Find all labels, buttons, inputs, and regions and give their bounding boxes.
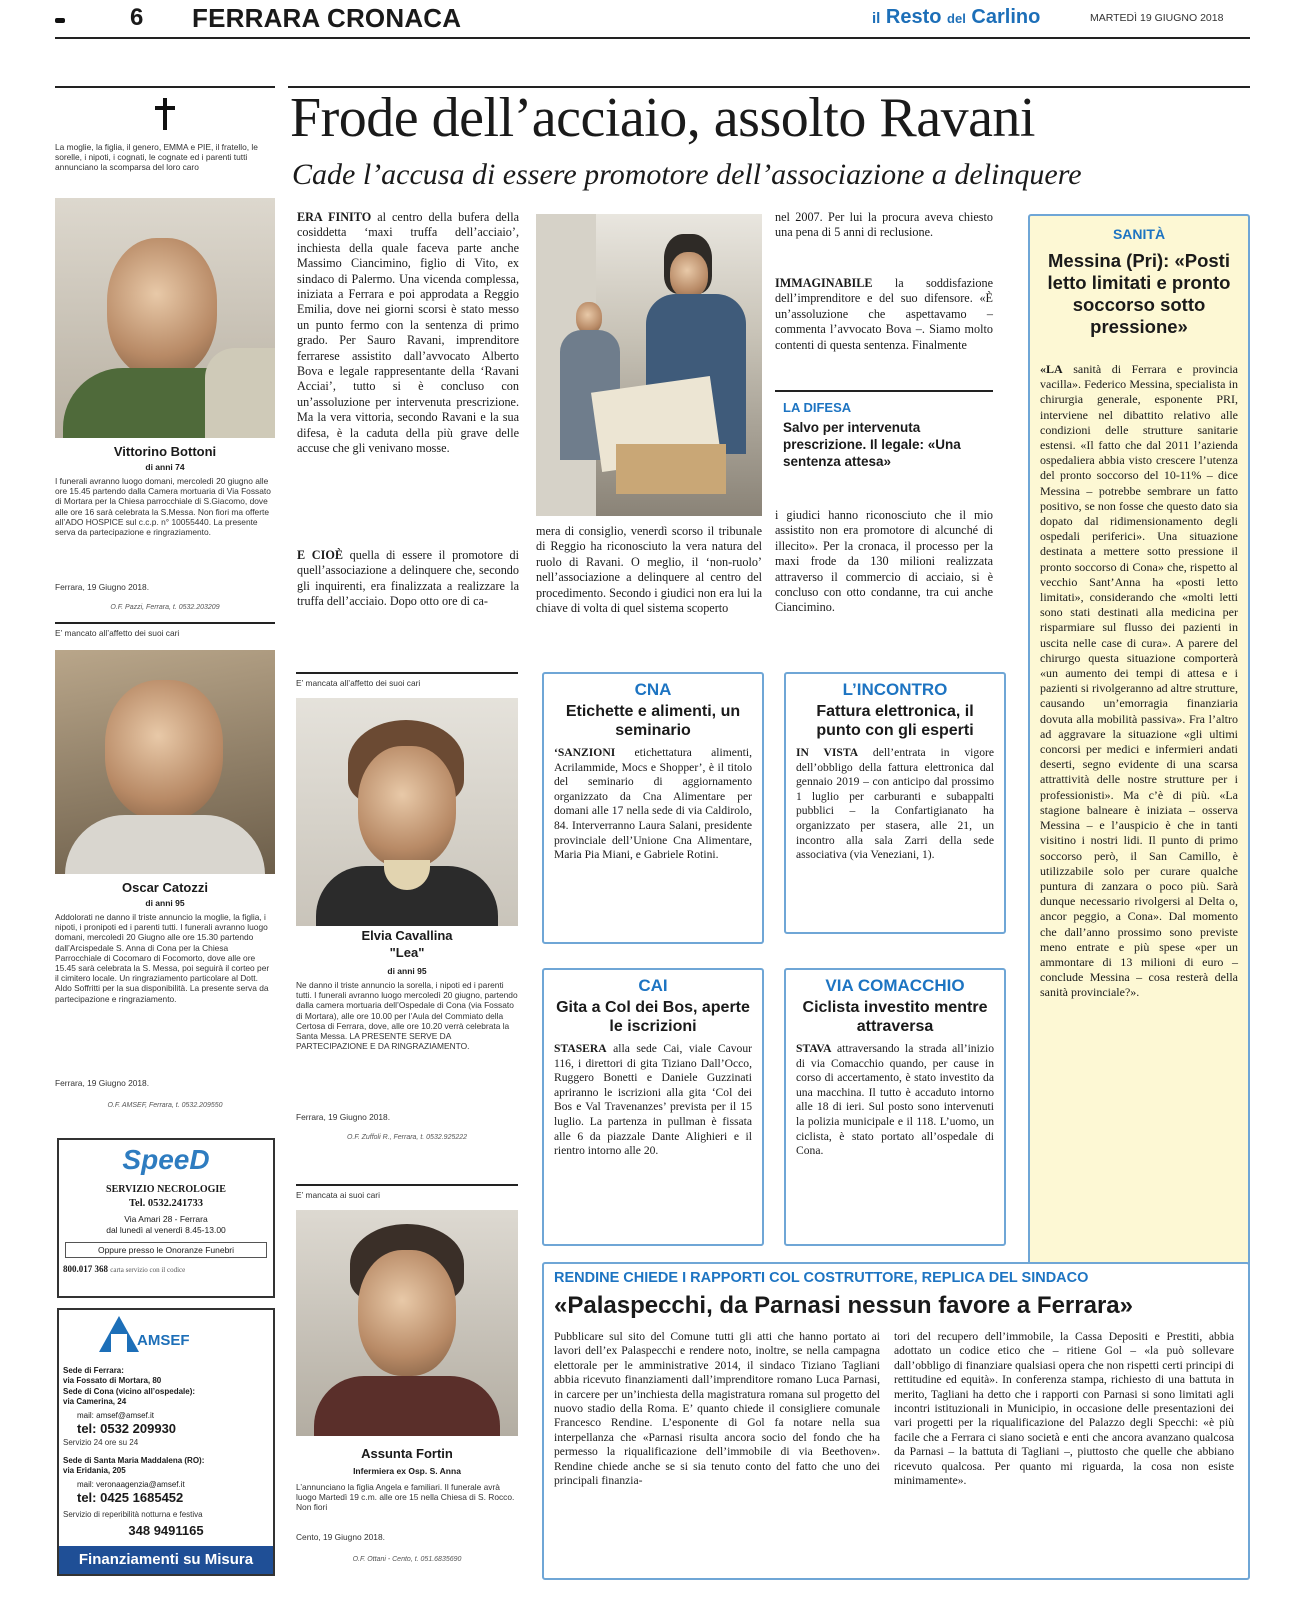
difesa-kicker: LA DIFESA bbox=[783, 400, 852, 415]
speed-logo: SpeeD bbox=[122, 1144, 210, 1175]
paper-logo-carlino: Carlino bbox=[971, 6, 1041, 28]
obit-nickname: "Lea" bbox=[389, 945, 425, 960]
speed-title: SERVIZIO NECROLOGIE bbox=[106, 1184, 226, 1195]
paragraph: attraversando la strada all’inizio di via Comacchio quando, per cause in corso di accertamento, è stato investito da una macchina. Il tutto è accaduto intorno alle 18 di ieri. Sul posto sono intervenuti la polizia municipale e il 118. L’uomo, un ciclista, è stato portato all’ospedale di Cona. bbox=[796, 1042, 994, 1158]
obituary-fortin bbox=[296, 1184, 518, 1580]
amsef-reperibility: Servizio di reperibilità notturna e festiva bbox=[63, 1510, 203, 1519]
main-headline: Frode dell’acciaio, assolto Ravani bbox=[290, 87, 1035, 149]
speed-alt: Oppure presso le Onoranze Funebri bbox=[65, 1242, 267, 1258]
palaspecchi-box bbox=[542, 1262, 1250, 1580]
masthead bbox=[0, 0, 1305, 40]
paragraph: la soddisfazione dell’imprenditore e del suo difensore. «È un’assoluzione che aspettavamo – commenta l’avvocato Bova –. Siamo molto contenti di questa sentenza. Finalmente bbox=[775, 276, 994, 352]
sanita-title: Messina (Pri): «Posti letto limitati e pronto soccorso sotto pressione» bbox=[1047, 250, 1231, 337]
issue-date: MARTEDÌ 19 GIUGNO 2018 bbox=[1090, 12, 1224, 24]
main-subheadline: Cade l’accusa di essere promotore dell’associazione a delinquere bbox=[292, 158, 1082, 191]
obit-name: Elvia Cavallina bbox=[361, 928, 453, 943]
sanita-kicker: SANITÀ bbox=[1112, 226, 1166, 242]
amsef-sede3: via Eridania, 205 bbox=[63, 1466, 126, 1475]
paragraph: dell’entrata in vigore dell’obbligo della fattura elettronica dal gennaio 2019 – con anticipo dal prossimo 1 luglio per carburanti e subappalti pubblici – la Confartigianato ha organizzato per stasera, alle 21, un incontro alla sala Zarri della sede associativa (via Veneziani, 1). bbox=[796, 746, 994, 862]
amsef-service: Servizio 24 ore su 24 bbox=[63, 1438, 139, 1447]
box-title: «Palaspecchi, da Parnasi nessun favore a Ferrara» bbox=[554, 1292, 1133, 1319]
portrait-photo bbox=[55, 198, 275, 438]
box-title: Fattura elettronica, il punto con gli esperti bbox=[816, 703, 974, 739]
difesa-text: Salvo per intervenuta prescrizione. Il legale: «Una sentenza attesa» bbox=[783, 420, 961, 469]
obit-footer: O.F. Zuffoli R., Ferrara, t. 0532.925222 bbox=[346, 1134, 468, 1141]
portrait-photo bbox=[296, 698, 518, 926]
speed-phone2 bbox=[63, 1264, 273, 1274]
lead-word: IMMAGINABILE bbox=[775, 276, 873, 290]
obit-details: Addolorati ne danno il triste annuncio la moglie, la figlia, i nipoti, i pronipoti ed i parenti tutti. I funerali avranno luogo domani, mercoledì 20 Giugno alle ore 15.30 partendo dall’Arcispedale S. Anna di Cona per la Chiesa Parrocchiale di Cocomaro di Focomorto, dove alle ore 15.45 sarà celebrata la S. Messa, poi seguirà il corteo per il cimitero locale. Un ringraziamento particolare al Dott. Aldo Soffritti per la sua disponibilità. La presente serva da partecipazione e ringraziamento. bbox=[55, 912, 270, 1004]
obit-header: E’ mancata all’affetto dei suoi cari bbox=[296, 678, 421, 688]
box-kicker: VIA COMACCHIO bbox=[825, 976, 965, 995]
box-title: Etichette e alimenti, un seminario bbox=[565, 703, 741, 739]
obit-footer: O.F. AMSEF, Ferrara, t. 0532.209550 bbox=[107, 1102, 223, 1109]
obit-place-date: Cento, 19 Giugno 2018. bbox=[296, 1532, 385, 1542]
obit-age: di anni 95 bbox=[387, 966, 427, 976]
amsef-sede2-label: Sede di Cona (vicino all’ospedale): bbox=[63, 1387, 196, 1396]
obit-details: I funerali avranno luogo domani, mercoledì 20 giugno alle ore 15.45 partendo dalla Camera mortuaria di Via Fossato di Mortara per la Chiesa parrocchiale di S.Giacomo, dove alle ore 16 sarà celebrata la S.Messa. Non fiori ma offerte all’ADO HOSPICE sul c.c.p. n° 10055440. La presente serva da partecipazione e ringraziamento. bbox=[55, 476, 271, 538]
box-body-col-1: Pubblicare sul sito del Comune tutti gli atti che hanno portato ai lavori dell’ex Palaspecchi e rendere noto, inoltre, se nella campagna elettorale per le amministrative 2014, il sindaco Tiziano Tagliani abbia ricevuto finanziamenti dall’imprenditore romano Luca Parnasi, in carcere per un’inchiesta della magistratura romana sul progetto del nuovo stadio della Roma. E’ quanto chiede il consigliere comunale Francesco Rendine. L’esponente di Gol fa notare nella sua interpellanza che «Parnasi risulta ancora socio del fondo che ha permesso la riqualificazione dell’immobile di via Beethoven». Rendine chiede anche se si sia tenuto conto del fatto che uno dei principali finanzia- bbox=[554, 1330, 880, 1488]
amsef-sede3-label: Sede di Santa Maria Maddalena (RO): bbox=[63, 1456, 205, 1465]
box-kicker: RENDINE CHIEDE I RAPPORTI COL COSTRUTTORE, REPLICA DEL SINDACO bbox=[554, 1270, 1089, 1286]
amsef-sede1: via Fossato di Mortara, 80 bbox=[63, 1376, 162, 1385]
box-body bbox=[554, 746, 752, 863]
amsef-mail1: mail: amsef@amsef.it bbox=[77, 1411, 155, 1420]
obit-place-date: Ferrara, 19 Giugno 2018. bbox=[296, 1112, 391, 1122]
paper-logo-del: del bbox=[947, 11, 966, 26]
lead-word: E CIOÈ bbox=[297, 548, 343, 562]
lead-word: STASERA bbox=[554, 1042, 607, 1055]
obit-header: E’ mancato all’affetto dei suoi cari bbox=[55, 628, 180, 638]
paragraph: etichettatura alimenti, Acrilammide, Mocs e Shopper’, è il titolo del seminario di aggiornamento organizzato da Cna Alimentare per domani alle 17 nella sede di via Caldirolo, 84. Interverranno Laura Salani, presidente provinciale dell’Unione Cna Alimentare, Maria Pia Miani, e Gabriele Rotini. bbox=[554, 746, 752, 862]
ad-amsef bbox=[57, 1308, 275, 1576]
obituary-bottoni bbox=[55, 86, 275, 616]
masthead-rule bbox=[55, 37, 1250, 39]
amsef-sede1-label: Sede di Ferrara: bbox=[63, 1366, 124, 1375]
article-col-2: mera di consiglio, venerdì scorso il tribunale di Reggio ha riconosciuto la vera natura del ruolo di Ravani. O meglio, il ‘non-ruolo’ nell’associazione a delinquere al centro del procedimento. Secondo i giudici non era lui la chiave di volta di quel sistema scoperto bbox=[536, 524, 762, 616]
paragraph: al centro della bufera della cosiddetta ‘maxi truffa dell’acciaio’, inchiesta della quale faceva parte anche Massimo Ciancimino, figlio di Vito, ex sindaco di Palermo. Una vicenda complessa, iniziata a Ferrara e poi approdata a Reggio Emilia, dove nei giorni scorsi è stato messo un punto fermo con la sentenza di primo grado. Per Sauro Ravani, imprenditore ferrarese assistito dall’avvocato Alberto Bova e legale rappresentante della ‘Ravani Acciai’, tutto si è concluso con un’assoluzione per intervenuta prescrizione. Ma la vera vittoria, secondo Ravani e la sua difesa, è la caduta della più grave delle accuse che gli venivano mosse. bbox=[297, 210, 519, 456]
obit-details: Ne danno il triste annuncio la sorella, i nipoti ed i parenti tutti. I funerali avranno luogo mercoledì 20 giugno, partendo dalla camera mortuaria dell’Ospedale di Cona (via Fossato di Mortara), alle ore 10.00 per l’Aula del Commiato della Certosa di Ferrara, dove, alle ore 10.20 verrà celebrata la Santa Messa. LA PRESENTE SERVE DA PARTECIPAZIONE E DA RINGRAZIAMENTO. bbox=[296, 980, 518, 1052]
paper-logo-resto: Resto bbox=[885, 6, 942, 28]
box-body-col-2: tori del recupero dell’immobile, la Cassa Depositi e Prestiti, abbia adottato un codice etico che – ritiene Gol – «la può sollevare dall’obbligo di finanziare qualsiasi opera che non rispetti certi principi di rettitudine ed equità». In conferenza stampa, richiesto di una battuta in merito, Tagliani ha detto che i rapporti con Parnasi si sono limitati agli incontri istituzionali in Municipio, in occasione delle presentazioni dei vari progetti per la riqualificazione del Palazzo degli Specchi: «è più facile che a Ferrara ci siano società e enti che ancora avanzano qualcosa da Parnasi – la battuta di Tagliani –, piuttosto che quelle che abbiano ricevuto qualcosa. Per quanto mi riguarda, la cosa non esiste minimamente». bbox=[894, 1330, 1234, 1488]
amsef-logo-icon bbox=[99, 1316, 139, 1356]
obit-name: Assunta Fortin bbox=[361, 1446, 453, 1461]
amsef-logo: AMSEF bbox=[137, 1332, 190, 1349]
paper-logo-il: il bbox=[872, 10, 881, 27]
speed-hours: dal lunedì al venerdì 8.45-13.00 bbox=[106, 1225, 226, 1235]
box-kicker: CAI bbox=[638, 976, 668, 995]
obit-intro: La moglie, la figlia, il genero, EMMA e PIE, il fratello, le sorelle, i nipoti, i cognati, le cognate ed i parenti tutti annunciano la scomparsa del loro caro bbox=[55, 142, 258, 173]
obit-place-date: Ferrara, 19 Giugno 2018. bbox=[55, 1078, 150, 1088]
obit-age: di anni 74 bbox=[145, 462, 185, 472]
page-number: 6 bbox=[130, 4, 144, 31]
obituary-catozzi bbox=[55, 622, 275, 1122]
box-title: Gita a Col dei Bos, aperte le iscrizioni bbox=[556, 999, 750, 1035]
cai-box bbox=[542, 968, 764, 1246]
article-col-3b bbox=[775, 276, 993, 353]
amsef-sede2: via Camerina, 24 bbox=[63, 1397, 127, 1406]
article-col-3c: i giudici hanno riconosciuto che il mio assistito non era promotore di alcunché di illecito». Per la cronaca, il processo per la maxi frode da 130 milioni realizzata attraverso il commercio di acciaio, si è concluso con otto condanne, tra cui anche Ciancimino. bbox=[775, 508, 993, 615]
obit-age: di anni 95 bbox=[145, 898, 185, 908]
obit-details: L’annunciano la figlia Angela e familiari. Il funerale avrà luogo Martedì 19 c.m. alle ore 15 nella Chiesa di S. Rocco. Non fiori bbox=[296, 1482, 515, 1513]
portrait-photo bbox=[296, 1210, 518, 1436]
comacchio-box bbox=[784, 968, 1006, 1246]
box-kicker: L’INCONTRO bbox=[842, 680, 948, 699]
speed-address: Via Amari 28 - Ferrara bbox=[124, 1214, 208, 1224]
lead-word: «LA bbox=[1040, 362, 1063, 376]
speed-tel: Tel. 0532.241733 bbox=[129, 1198, 203, 1209]
obit-top-rule bbox=[55, 86, 275, 88]
box-body bbox=[796, 1042, 994, 1159]
obit-top-rule bbox=[296, 672, 518, 674]
speed-phone2-number: 800.017 368 bbox=[63, 1264, 108, 1274]
obit-footer: O.F. Pazzi, Ferrara, t. 0532.203209 bbox=[110, 604, 220, 611]
lead-word: STAVA bbox=[796, 1042, 832, 1055]
article-col-3a: nel 2007. Per lui la procura aveva chiesto una pena di 5 anni di reclusione. bbox=[775, 210, 993, 240]
lead-word: IN VISTA bbox=[796, 746, 859, 759]
paragraph: quella di essere il promotore di quell’associazione a delinquere che, secondo gli inquirenti, era finalizzata a realizzare la truffa dell’acciaio. Dopo otto ore di ca- bbox=[297, 548, 519, 609]
page-marker bbox=[55, 18, 65, 23]
box-body bbox=[796, 746, 994, 863]
obit-footer: O.F. Ottani - Cento, t. 051.6835690 bbox=[352, 1556, 462, 1563]
obit-header: E’ mancata ai suoi cari bbox=[296, 1190, 380, 1200]
obit-name: Oscar Catozzi bbox=[122, 880, 208, 895]
obit-place-date: Ferrara, 19 Giugno 2018. bbox=[55, 582, 150, 592]
cna-box bbox=[542, 672, 764, 944]
paper-logo bbox=[872, 6, 1040, 29]
box-kicker: CNA bbox=[634, 680, 672, 699]
lead-word: ‘SANZIONI bbox=[554, 746, 616, 759]
amsef-banner: Finanziamenti su Misura bbox=[59, 1546, 273, 1574]
article-col-1b bbox=[297, 548, 519, 610]
incontro-box bbox=[784, 672, 1006, 934]
amsef-tel1: tel: 0532 209930 bbox=[77, 1421, 177, 1436]
section-title: FERRARA CRONACA bbox=[192, 3, 462, 33]
obit-name: Vittorino Bottoni bbox=[113, 444, 217, 459]
amsef-tel2: tel: 0425 1685452 bbox=[77, 1490, 184, 1505]
speed-phone2-note: carta servizio con il codice bbox=[110, 1266, 186, 1274]
ad-speed bbox=[57, 1138, 275, 1298]
lead-word: ERA FINITO bbox=[297, 210, 372, 224]
portrait-photo bbox=[55, 650, 275, 874]
article-col-1 bbox=[297, 210, 519, 457]
obit-role: Infermiera ex Osp. S. Anna bbox=[353, 1466, 461, 1476]
obit-top-rule bbox=[296, 1184, 518, 1186]
amsef-mail2: mail: veronaagenzia@amsef.it bbox=[77, 1480, 185, 1489]
paragraph: sanità di Ferrara e provincia vacilla». Federico Messina, specialista in chirurgia generale, esponente PRI, interviene nel dibattito relativo alle condizioni delle strutture sanitarie estensi. «Il fatto che dal 2011 l’azienda ospedaliera abbia visto crescere l’utenza del pronto soccorso del 10-11% – dice Messina – potrebbe sembrare un fatto positivo, se non fosse che questo dato sia dopato dal ridimensionamento degli ospedali periferici». Una situazione destinata a mettere sotto pressione il pronto soccorso di Cona» che, rispetto al vecchio Sant’Anna ha «posti letto limitati», considerando che «molti letti sono stati destinati alla medicina per risparmiare sul flusso dei pazienti in uscita nelle case di cura». A parere del chirurgo questa situazione comporterà «un aumento dei tempi di attesa e i pazienti si rivolgeranno ad altre strutture, causando un’emorragia finanziaria dovuta alla mobilità passiva». Fra l’altro ad aggravare la situazione «gli ultimi concorsi per medici e infermieri andati deserti, segno evidente di una scarsa attrattività delle nostre strutture per i professionisti». Ma c’è di più. «La stagione balneare è iniziata – osserva Messina – e l’auspicio è che in tanti visitino i nostri lidi. Il punto di primo soccorso però, il San Camillo, è utilizzabile solo per curare qualche puntura di zanzara o poco più. Sarà dunque necessario rivolgersi al Delta o, ancor peggio, a Cona». Dal momento che dall’anno prossimo sono previste meno entrate e più spese «per un ammontare di 13 milioni di euro – conclude Messina – cosa resterà della sanità provinciale?». bbox=[1040, 362, 1239, 1000]
obituary-cavallina bbox=[296, 672, 518, 1152]
amsef-tel3: 348 9491165 bbox=[128, 1523, 204, 1538]
cross-icon bbox=[155, 98, 175, 130]
paragraph: alla sede Cai, viale Cavour 116, i direttori di gita Tiziano Dall’Occo, Ruggero Bonetti e Daniele Guzzinati apriranno le iscrizioni alla gita ‘Col dei Bos e Val Travenanzes’ prevista per il 15 luglio. La partenza in pullman è fissata alle 6 da piazzale Dante Alighieri e il rientro intorno alle 20. bbox=[554, 1042, 752, 1158]
sanita-body bbox=[1040, 362, 1238, 1001]
article-photo bbox=[536, 214, 762, 516]
difesa-box bbox=[775, 390, 993, 486]
box-body bbox=[554, 1042, 752, 1159]
obit-top-rule bbox=[55, 622, 275, 624]
box-title: Ciclista investito mentre attraversa bbox=[802, 999, 988, 1035]
